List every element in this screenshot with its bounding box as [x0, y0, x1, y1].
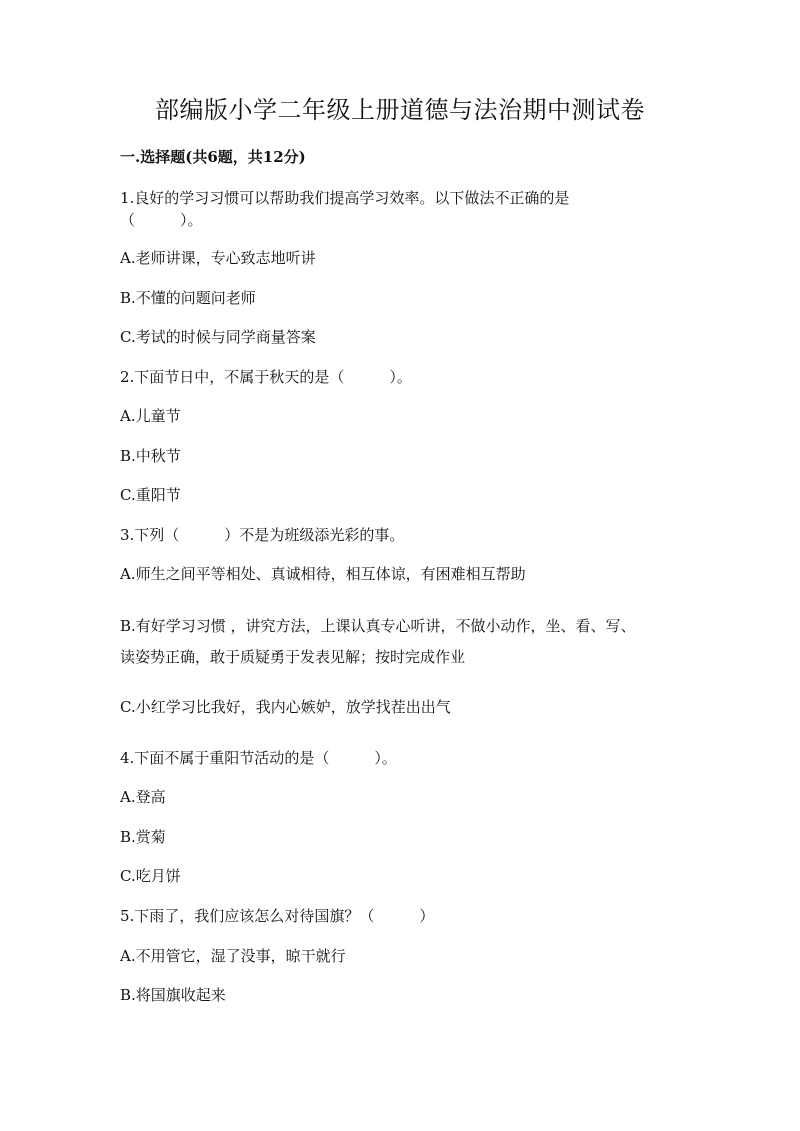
question-4-stem: 4.下面不属于重阳节活动的是（ ）。: [120, 749, 397, 767]
question-2-stem: 2.下面节日中，不属于秋天的是（ ）。: [120, 368, 412, 386]
question-4-option-c: C.吃月饼: [120, 867, 181, 885]
question-3-stem: 3.下列（ ）不是为班级添光彩的事。: [120, 526, 405, 544]
question-1-option-c: C.考试的时候与同学商量答案: [120, 328, 316, 346]
question-2-option-b: B.中秋节: [120, 447, 181, 465]
question-4-option-a: A.登高: [120, 788, 166, 806]
question-5-option-a: A.不用管它，湿了没事，晾干就行: [120, 947, 346, 965]
question-5-stem: 5.下雨了，我们应该怎么对待国旗？（ ）: [120, 907, 435, 925]
question-1-stem-line-1: 1.良好的学习习惯可以帮助我们提高学习效率。以下做法不正确的是: [120, 189, 570, 207]
question-2-option-c: C.重阳节: [120, 486, 181, 504]
question-1-option-b: B.不懂的问题问老师: [120, 289, 256, 307]
question-2-option-a: A.儿童节: [120, 407, 181, 425]
question-3-option-c: C.小红学习比我好，我内心嫉妒，放学找茬出出气: [120, 698, 451, 716]
question-3-option-b-line-1: B.有好学习习惯 ，讲究方法，上课认真专心听讲，不做小动作，坐、看、写、: [120, 617, 636, 635]
question-1-option-a: A.老师讲课，专心致志地听讲: [120, 249, 316, 267]
question-5-option-b: B.将国旗收起来: [120, 986, 226, 1004]
question-3-option-b-line-2: 读姿势正确，敢于质疑勇于发表见解；按时完成作业: [120, 648, 466, 666]
section-heading: 一.选择题(共6题，共12分): [120, 148, 306, 166]
question-1-stem-line-2: （ ）。: [120, 211, 203, 229]
question-3-option-a: A.师生之间平等相处、真诚相待，相互体谅，有困难相互帮助: [120, 565, 526, 583]
document-title: 部编版小学二年级上册道德与法治期中测试卷: [155, 96, 645, 124]
question-4-option-b: B.赏菊: [120, 828, 166, 846]
